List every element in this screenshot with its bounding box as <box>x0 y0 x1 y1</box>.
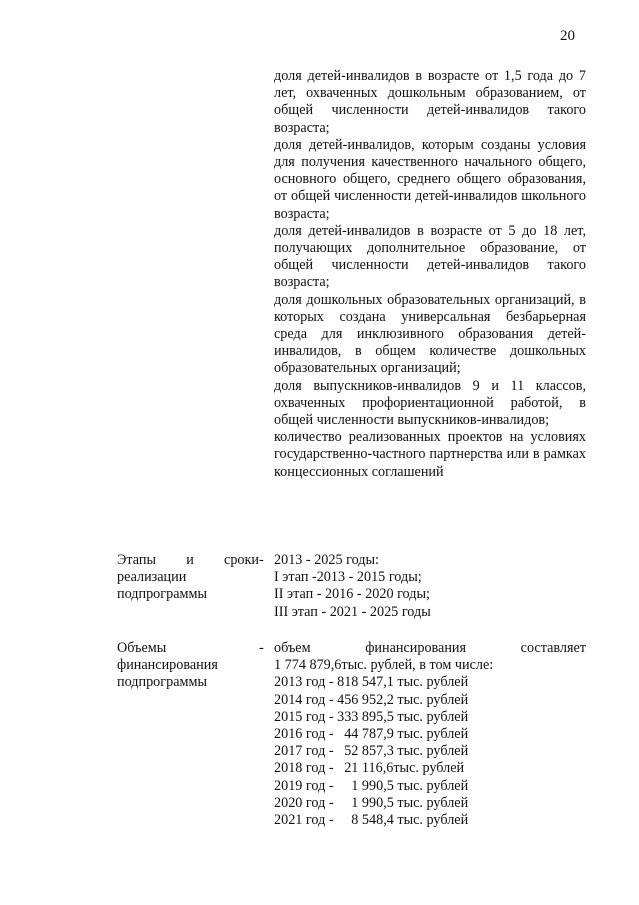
funding-values <box>274 640 586 829</box>
funding-year-line: 2014 год - 456 952,2 тыс. рублей <box>274 691 469 708</box>
funding-total: 1 774 879,6тыс. рублей, в том числе: <box>274 657 494 674</box>
funding-dash: - <box>259 640 264 656</box>
funding-year-line: 2019 год - 1 990,5 тыс. рублей <box>274 777 469 794</box>
funding-year-line: 2021 год - 8 548,4 тыс. рублей <box>274 812 469 829</box>
stages-label-word: Этапы <box>117 552 156 568</box>
funding-label-line: подпрограммы <box>117 674 207 691</box>
stage-line: 2013 - 2025 годы: <box>274 552 379 568</box>
stage-line: III этап - 2021 - 2025 годы <box>274 603 431 620</box>
indicators-list <box>274 68 586 481</box>
stage-line: I этап -2013 - 2015 годы; <box>274 569 422 586</box>
funding-label <box>117 640 259 692</box>
funding-year-line: 2017 год - 52 857,3 тыс. рублей <box>274 743 469 760</box>
indicator-item: доля детей-инвалидов, которым созданы условия для получения качественного начального общего, основного общего, среднего общего образования, от общей численности детей-инвалидов школьного возраста; <box>274 136 586 222</box>
stages-label-line: реализации <box>117 569 187 586</box>
stages-label-line: подпрограммы <box>117 586 207 603</box>
indicator-item: доля дошкольных образовательных организаций, в которых создана универсальная безбарьерная среда для инклюзивного образования детей-инвалидов, в общем количестве дошкольных образовательных организаций; <box>274 291 586 377</box>
funding-year-line: 2018 год - 21 116,6тыс. рублей <box>274 760 465 777</box>
indicator-item: доля детей-инвалидов в возрасте от 1,5 года до 7 лет, охваченных дошкольным образованием, от общей численности детей-инвалидов такого возраста; <box>274 68 586 136</box>
indicator-item: количество реализованных проектов на условиях государственно-частного партнерства или в рамках концессионных соглашений <box>274 429 586 480</box>
funding-intro-word: финансирования <box>365 640 467 656</box>
stages-label-word: и <box>186 552 194 568</box>
funding-intro-word: объем <box>274 640 311 656</box>
stages-label-word: сроки <box>224 552 259 568</box>
stages-dash: - <box>259 552 264 568</box>
stages-values <box>274 552 586 621</box>
stage-line: II этап - 2016 - 2020 годы; <box>274 586 430 603</box>
indicator-item: доля выпускников-инвалидов 9 и 11 классов, охваченных профориентационной работой, в общей численности выпускников-инвалидов; <box>274 377 586 429</box>
page-number: 20 <box>560 28 575 44</box>
funding-label-line: финансирования <box>117 657 218 674</box>
funding-year-line: 2015 год - 333 895,5 тыс. рублей <box>274 708 469 725</box>
funding-intro <box>274 640 586 657</box>
stages-label <box>117 552 259 604</box>
funding-intro-word: составляет <box>520 640 586 656</box>
funding-year-line: 2016 год - 44 787,9 тыс. рублей <box>274 726 469 743</box>
funding-year-line: 2013 год - 818 547,1 тыс. рублей <box>274 674 469 691</box>
funding-year-line: 2020 год - 1 990,5 тыс. рублей <box>274 794 469 811</box>
indicator-item: доля детей-инвалидов в возрасте от 5 до 18 лет, получающих дополнительное образование, от общей численности детей-инвалидов такого возраста; <box>274 222 586 291</box>
funding-label-line: Объемы <box>117 640 167 656</box>
